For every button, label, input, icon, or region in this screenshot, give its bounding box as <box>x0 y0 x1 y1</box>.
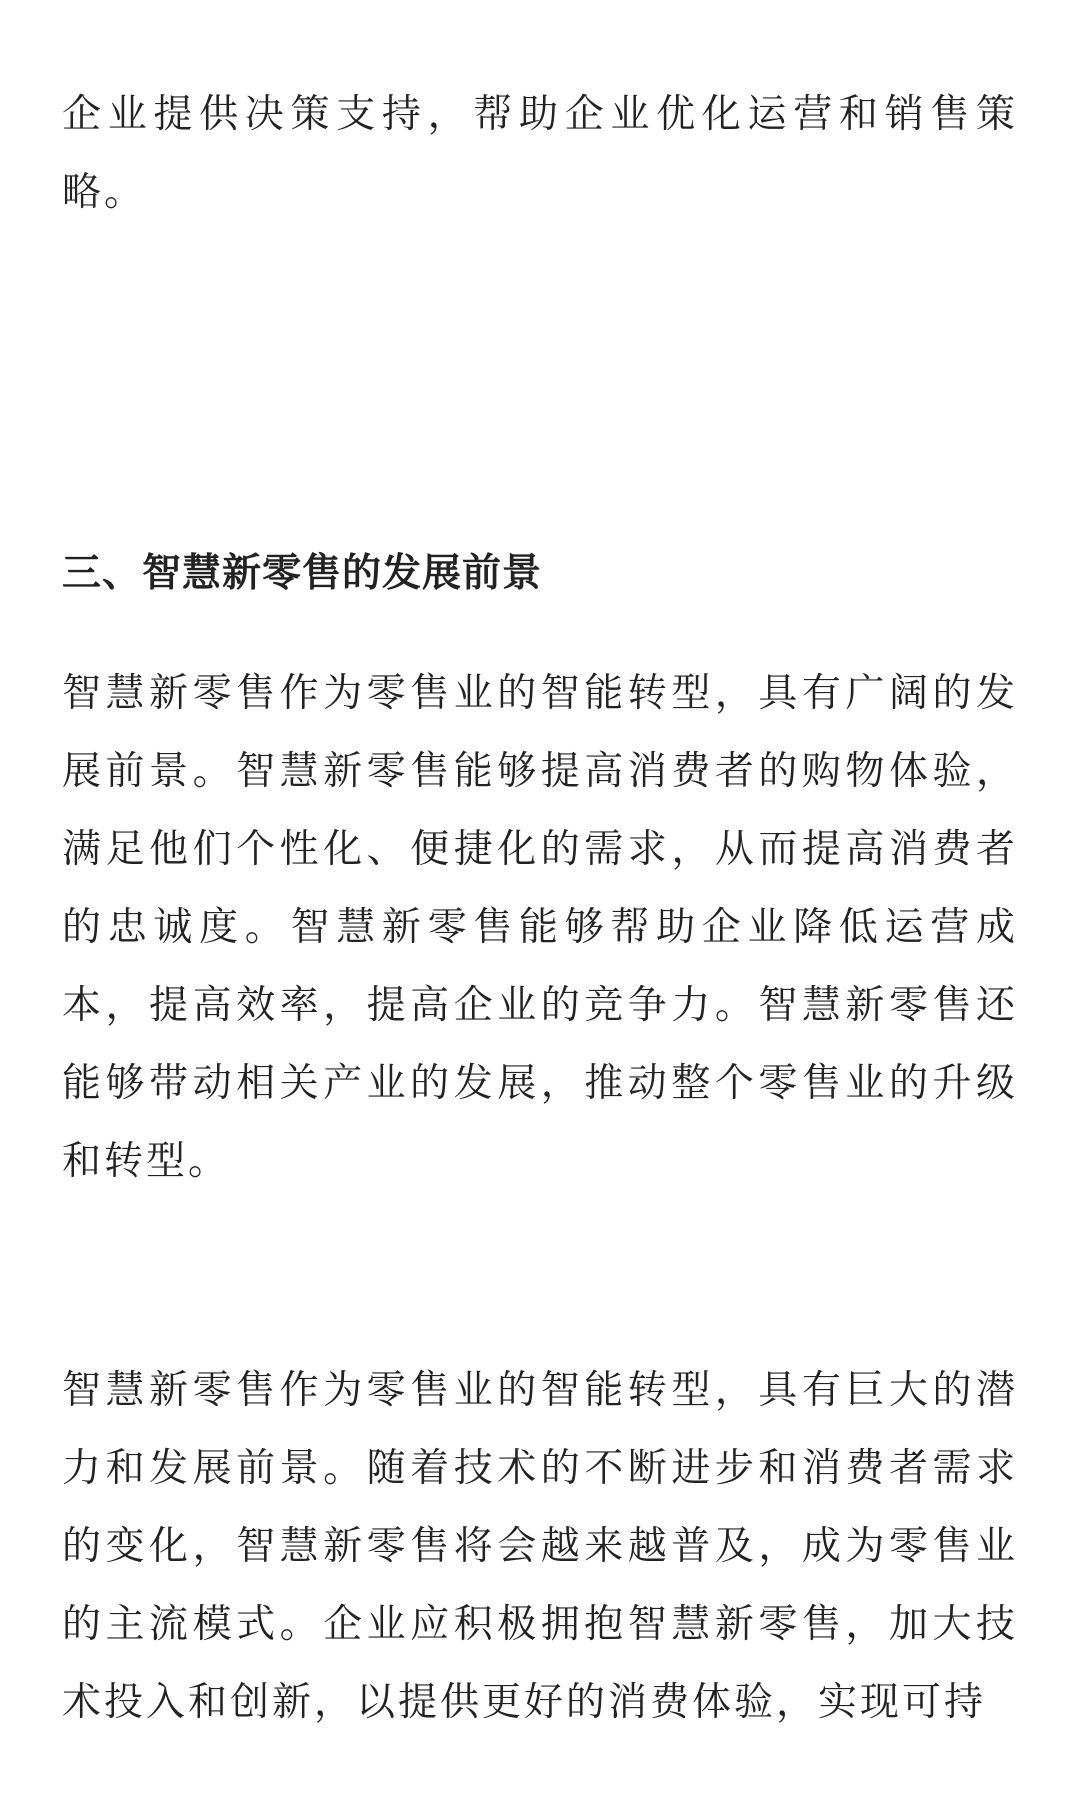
spacer <box>62 232 1018 535</box>
spacer <box>62 613 1018 655</box>
paragraph-intro-tail: 企业提供决策支持，帮助企业优化运营和销售策略。 <box>62 92 1018 215</box>
paragraph-potential: 智慧新零售作为零售业的智能转型，具有巨大的潜力和发展前景。随着技术的不断进步和消费者需求的变化，智慧新零售将会越来越普及，成为零售业的主流模式。企业应积极拥抱智慧新零售，加大技术投入和创新，以提供更好的消费体验，实现可持 <box>62 1368 1018 1725</box>
paragraph-prospects: 智慧新零售作为零售业的智能转型，具有广阔的发展前景。智慧新零售能够提高消费者的购物体验，满足他们个性化、便捷化的需求，从而提高消费者的忠诚度。智慧新零售能够帮助企业降低运营成本，提高效率，提高企业的竞争力。智慧新零售还能够带动相关产业的发展，推动整个零售业的升级和转型。 <box>62 671 1018 1184</box>
spacer <box>62 1201 1018 1352</box>
section-heading: 三、智慧新零售的发展前景 <box>62 551 543 596</box>
